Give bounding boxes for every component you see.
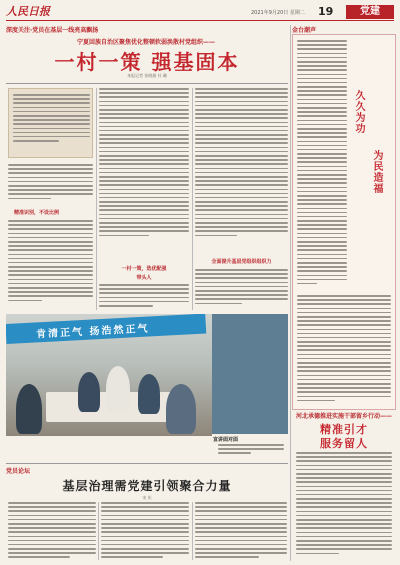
commentary-column-label: 金台潮声 xyxy=(292,27,317,34)
forum-divider xyxy=(6,463,288,464)
lead-divider xyxy=(6,83,288,84)
hebei-body xyxy=(296,452,392,560)
forum-title: 基层治理需党建引领聚合力量 xyxy=(62,479,232,493)
hebei-title-2: 服务留人 xyxy=(320,437,368,450)
commentary-title-1: 久久为功 xyxy=(353,90,364,134)
lead-body-col1a xyxy=(8,164,93,206)
photo-banner-text: 肯清正气 扬浩然正气 xyxy=(35,323,150,341)
lead-body-col3a xyxy=(195,88,288,248)
lead-body-col3b xyxy=(195,269,288,311)
lead-subhead-3: 全面提升基层党组织组织力 xyxy=(211,259,272,265)
commentary-body-a xyxy=(297,40,347,290)
commentary-body-b xyxy=(297,295,391,407)
lead-byline: 本报记者 张晓娟 杜 璐 xyxy=(127,73,167,78)
photo-caption: 宣讲面对面 xyxy=(213,437,239,443)
lead-title: 一村一策 强基固本 xyxy=(54,50,240,74)
lead-column-label: 深度关注·党员在基层一线亮高飘扬 xyxy=(6,27,99,34)
lead-photo-side xyxy=(212,314,288,434)
commentary-title-2: 为民造福 xyxy=(371,150,382,194)
summary-text xyxy=(13,94,90,156)
lead-subhead-2b: 带头人 xyxy=(136,275,152,281)
column-rule xyxy=(98,502,99,560)
page-number: 19 xyxy=(318,5,334,18)
forum-body-col2 xyxy=(101,502,189,562)
lead-kicker: 宁夏回族自治区聚焦优化整顿软弱涣散村党组织—— xyxy=(76,39,215,46)
hebei-title-1: 精准引才 xyxy=(320,423,368,436)
photo-caption-text xyxy=(218,444,284,460)
issue-date: 2021年9月20日 星期二 xyxy=(251,10,305,16)
forum-body-col1 xyxy=(8,502,96,562)
column-rule xyxy=(192,88,193,310)
lead-body-col2a xyxy=(99,88,189,248)
paper-name: 人民日报 xyxy=(6,5,50,18)
lead-photo xyxy=(6,314,212,436)
lead-summary-box xyxy=(8,88,93,158)
lead-body-col1b xyxy=(8,220,93,310)
column-rule xyxy=(192,502,193,560)
page-column-rule xyxy=(290,25,291,561)
lead-body-col2b xyxy=(99,284,189,310)
section-name: 党建 xyxy=(346,5,394,19)
lead-subhead-1: 精准识别，不设比例 xyxy=(14,210,60,216)
forum-byline: 宋 庆 xyxy=(142,495,152,500)
photo-banner xyxy=(6,314,206,344)
column-rule xyxy=(96,88,97,310)
lead-subhead-2: 一村一策，选优配强 xyxy=(121,266,167,272)
masthead xyxy=(6,3,394,21)
forum-column-label: 党员论坛 xyxy=(6,468,31,475)
hebei-kicker: 河北承德推进实施干部留乡行动—— xyxy=(295,413,392,420)
forum-body-col3 xyxy=(195,502,287,562)
